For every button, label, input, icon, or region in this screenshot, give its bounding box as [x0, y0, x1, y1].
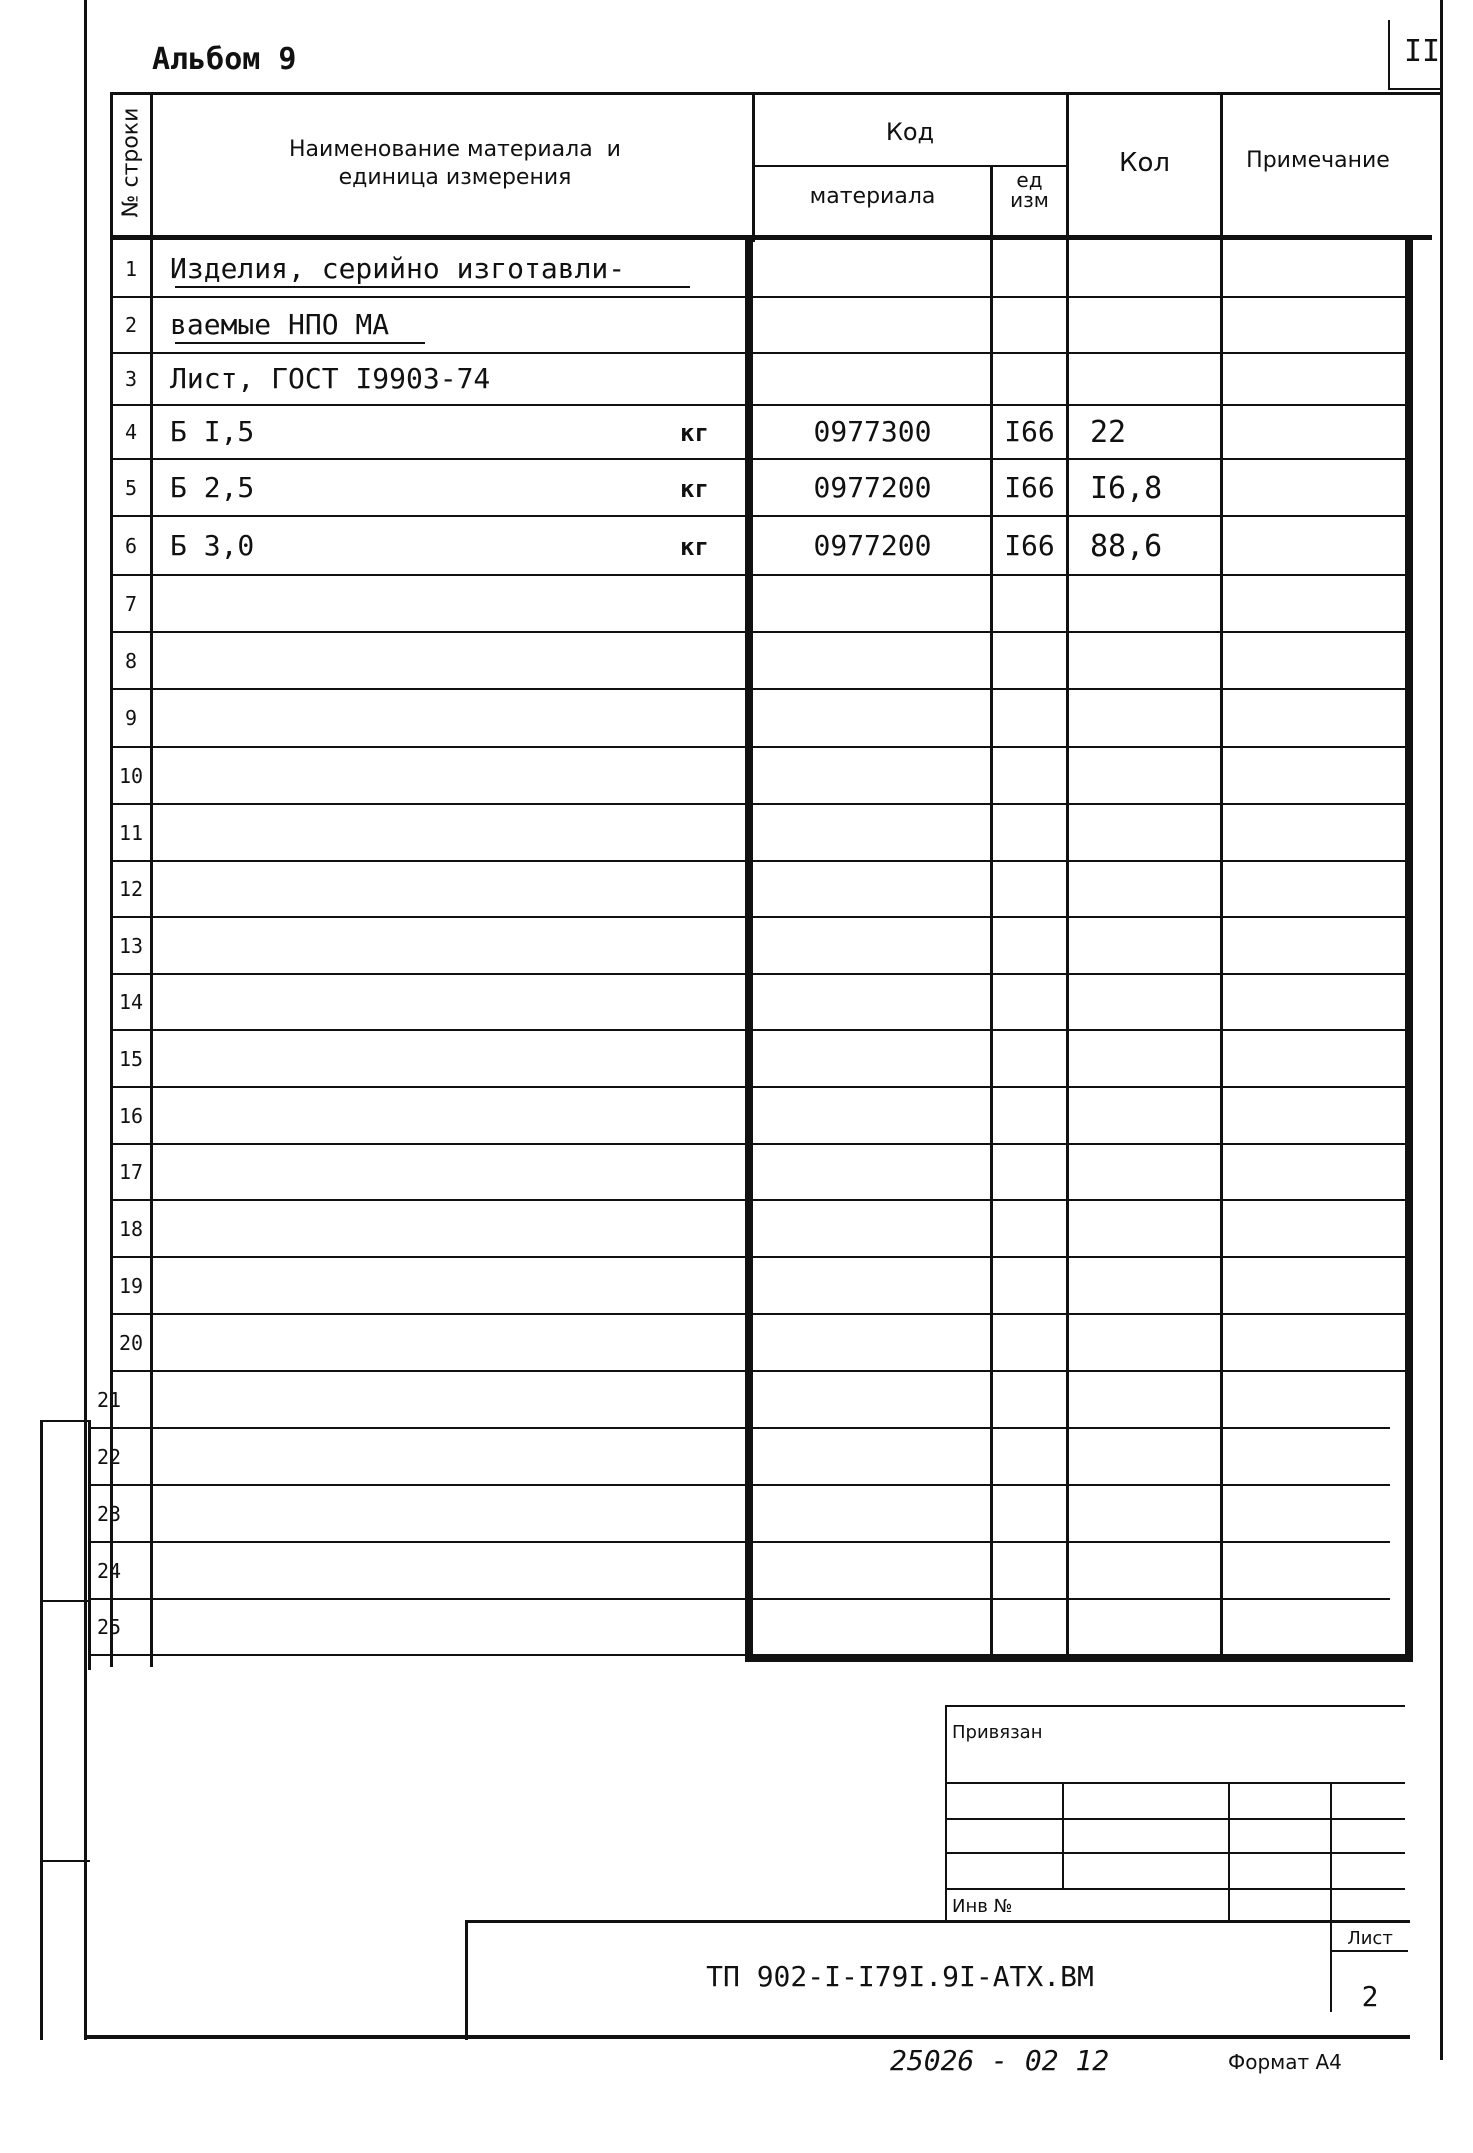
table-row	[0, 690, 1473, 748]
row-number: 20	[118, 1330, 144, 1355]
unit-label: кг	[680, 532, 709, 561]
corner-box-left	[1388, 20, 1390, 90]
table-row	[0, 805, 1473, 862]
stamp-row-3	[945, 1852, 1405, 1854]
material-name: Б I,5	[170, 415, 255, 448]
table-row	[0, 517, 1473, 576]
material-code: 0977200	[813, 470, 932, 504]
document-code: ТП 902-I-I79I.9I-АТХ.ВМ	[706, 1960, 1094, 1993]
unit-code: I66	[1004, 415, 1055, 448]
archive-number: 25026 - 02 12	[890, 2044, 1110, 2077]
row-number: 23	[96, 1501, 122, 1526]
table-row	[0, 406, 1473, 460]
table-row	[0, 1372, 1473, 1429]
table-row	[0, 242, 1473, 298]
title-block-bottom	[84, 2035, 1410, 2039]
quantity-header: Кол	[1119, 148, 1170, 178]
album-label: Альбом 9	[152, 42, 297, 77]
row-number: 13	[118, 933, 144, 958]
table-row	[0, 633, 1473, 690]
material-name: Б 2,5	[170, 470, 255, 504]
unit-code: I66	[1004, 528, 1055, 562]
quantity: 22	[1090, 415, 1127, 450]
table-row	[0, 862, 1473, 918]
stamp-col-2	[1228, 1782, 1230, 1920]
table-row	[0, 1258, 1473, 1315]
table-top	[112, 92, 1442, 95]
binding-strip-left	[40, 1420, 43, 2040]
note-header: Примечание	[1246, 148, 1390, 173]
material-code-header: материала	[809, 184, 936, 209]
code-column-header: Код	[885, 118, 935, 146]
quantity: 88,6	[1090, 528, 1163, 564]
table-row	[0, 1145, 1473, 1201]
row-number: 10	[118, 763, 144, 788]
table-row	[0, 298, 1473, 354]
material-name: Б 3,0	[170, 528, 255, 562]
row-number: 2	[124, 313, 138, 337]
row-number: 5	[124, 475, 138, 500]
table-row	[0, 1031, 1473, 1088]
table-row	[0, 576, 1473, 633]
quantity: I6,8	[1090, 470, 1163, 506]
sheet-box-divider	[1330, 1950, 1408, 1952]
row-number-header: № строки	[118, 107, 144, 218]
row-number: 21	[96, 1387, 122, 1412]
sheet-number: 2	[1361, 1980, 1379, 2013]
row-number: 25	[96, 1615, 122, 1639]
code-subheader	[752, 165, 1068, 167]
table-row	[0, 1201, 1473, 1258]
stamp-row-2	[945, 1818, 1405, 1820]
table-row	[0, 1088, 1473, 1145]
row-number: 1	[124, 257, 138, 281]
header-bottom	[112, 235, 1432, 240]
row-number: 18	[118, 1216, 144, 1241]
stamp-box-top	[945, 1705, 1405, 1707]
table-row	[0, 918, 1473, 975]
material-code: 0977200	[813, 528, 932, 562]
row-number: 22	[96, 1444, 122, 1469]
row-number: 3	[124, 367, 138, 391]
text-underline	[175, 342, 425, 344]
row-number: 9	[124, 706, 138, 730]
row-number: 7	[124, 591, 138, 616]
table-row	[0, 354, 1473, 406]
row-number: 19	[118, 1273, 144, 1298]
table-row	[0, 460, 1473, 517]
material-name: ваемые НПО МА	[170, 308, 390, 341]
binding-strip-mid1	[40, 1600, 90, 1602]
row-number: 16	[118, 1103, 144, 1128]
row-number: 4	[124, 420, 138, 444]
table-row	[0, 1315, 1473, 1372]
unit-code: I66	[1004, 470, 1055, 504]
table-row	[0, 975, 1473, 1031]
table-row	[0, 1600, 1473, 1656]
col-sep-name	[752, 92, 755, 242]
format-label: Формат А4	[1228, 2050, 1342, 2074]
row-number: 6	[124, 533, 138, 558]
text-underline	[175, 286, 690, 288]
row-number: 11	[118, 820, 144, 845]
stamp-col-3	[1330, 1782, 1332, 2012]
inventory-number-label: Инв №	[952, 1896, 1013, 1917]
row-number: 15	[118, 1046, 144, 1071]
name-column-header: Наименование материала и единица измерения	[289, 137, 621, 190]
stamp-row-1	[945, 1782, 1405, 1784]
material-code: 0977300	[813, 415, 932, 448]
stamp-row-4	[945, 1888, 1405, 1890]
bound-label: Привязан	[952, 1722, 1043, 1743]
stamp-col-1	[1062, 1782, 1064, 1888]
row-number: 8	[124, 648, 138, 673]
material-name: Лист, ГОСТ I9903-74	[170, 362, 491, 395]
binding-strip-mid2	[40, 1860, 90, 1862]
unit-code-header: ед изм	[1010, 168, 1049, 212]
row-number: 14	[118, 990, 144, 1014]
unit-label: кг	[680, 419, 709, 447]
title-block-left	[465, 1920, 468, 2040]
table-row	[0, 1486, 1473, 1543]
table-row	[0, 748, 1473, 805]
table-row	[0, 1543, 1473, 1600]
page-corner-number: II	[1404, 34, 1441, 69]
unit-label: кг	[680, 474, 709, 503]
title-block-top	[465, 1920, 1410, 1923]
frame-top	[1390, 88, 1442, 90]
material-name: Изделия, серийно изготавли-	[170, 252, 626, 285]
row-number: 12	[118, 877, 144, 901]
table-row	[0, 1429, 1473, 1486]
binding-strip-top	[40, 1420, 90, 1422]
row-number: 17	[118, 1160, 144, 1184]
row-divider	[90, 1654, 1390, 1656]
row-number: 24	[96, 1558, 122, 1583]
sheet-label: Лист	[1347, 1928, 1393, 1949]
